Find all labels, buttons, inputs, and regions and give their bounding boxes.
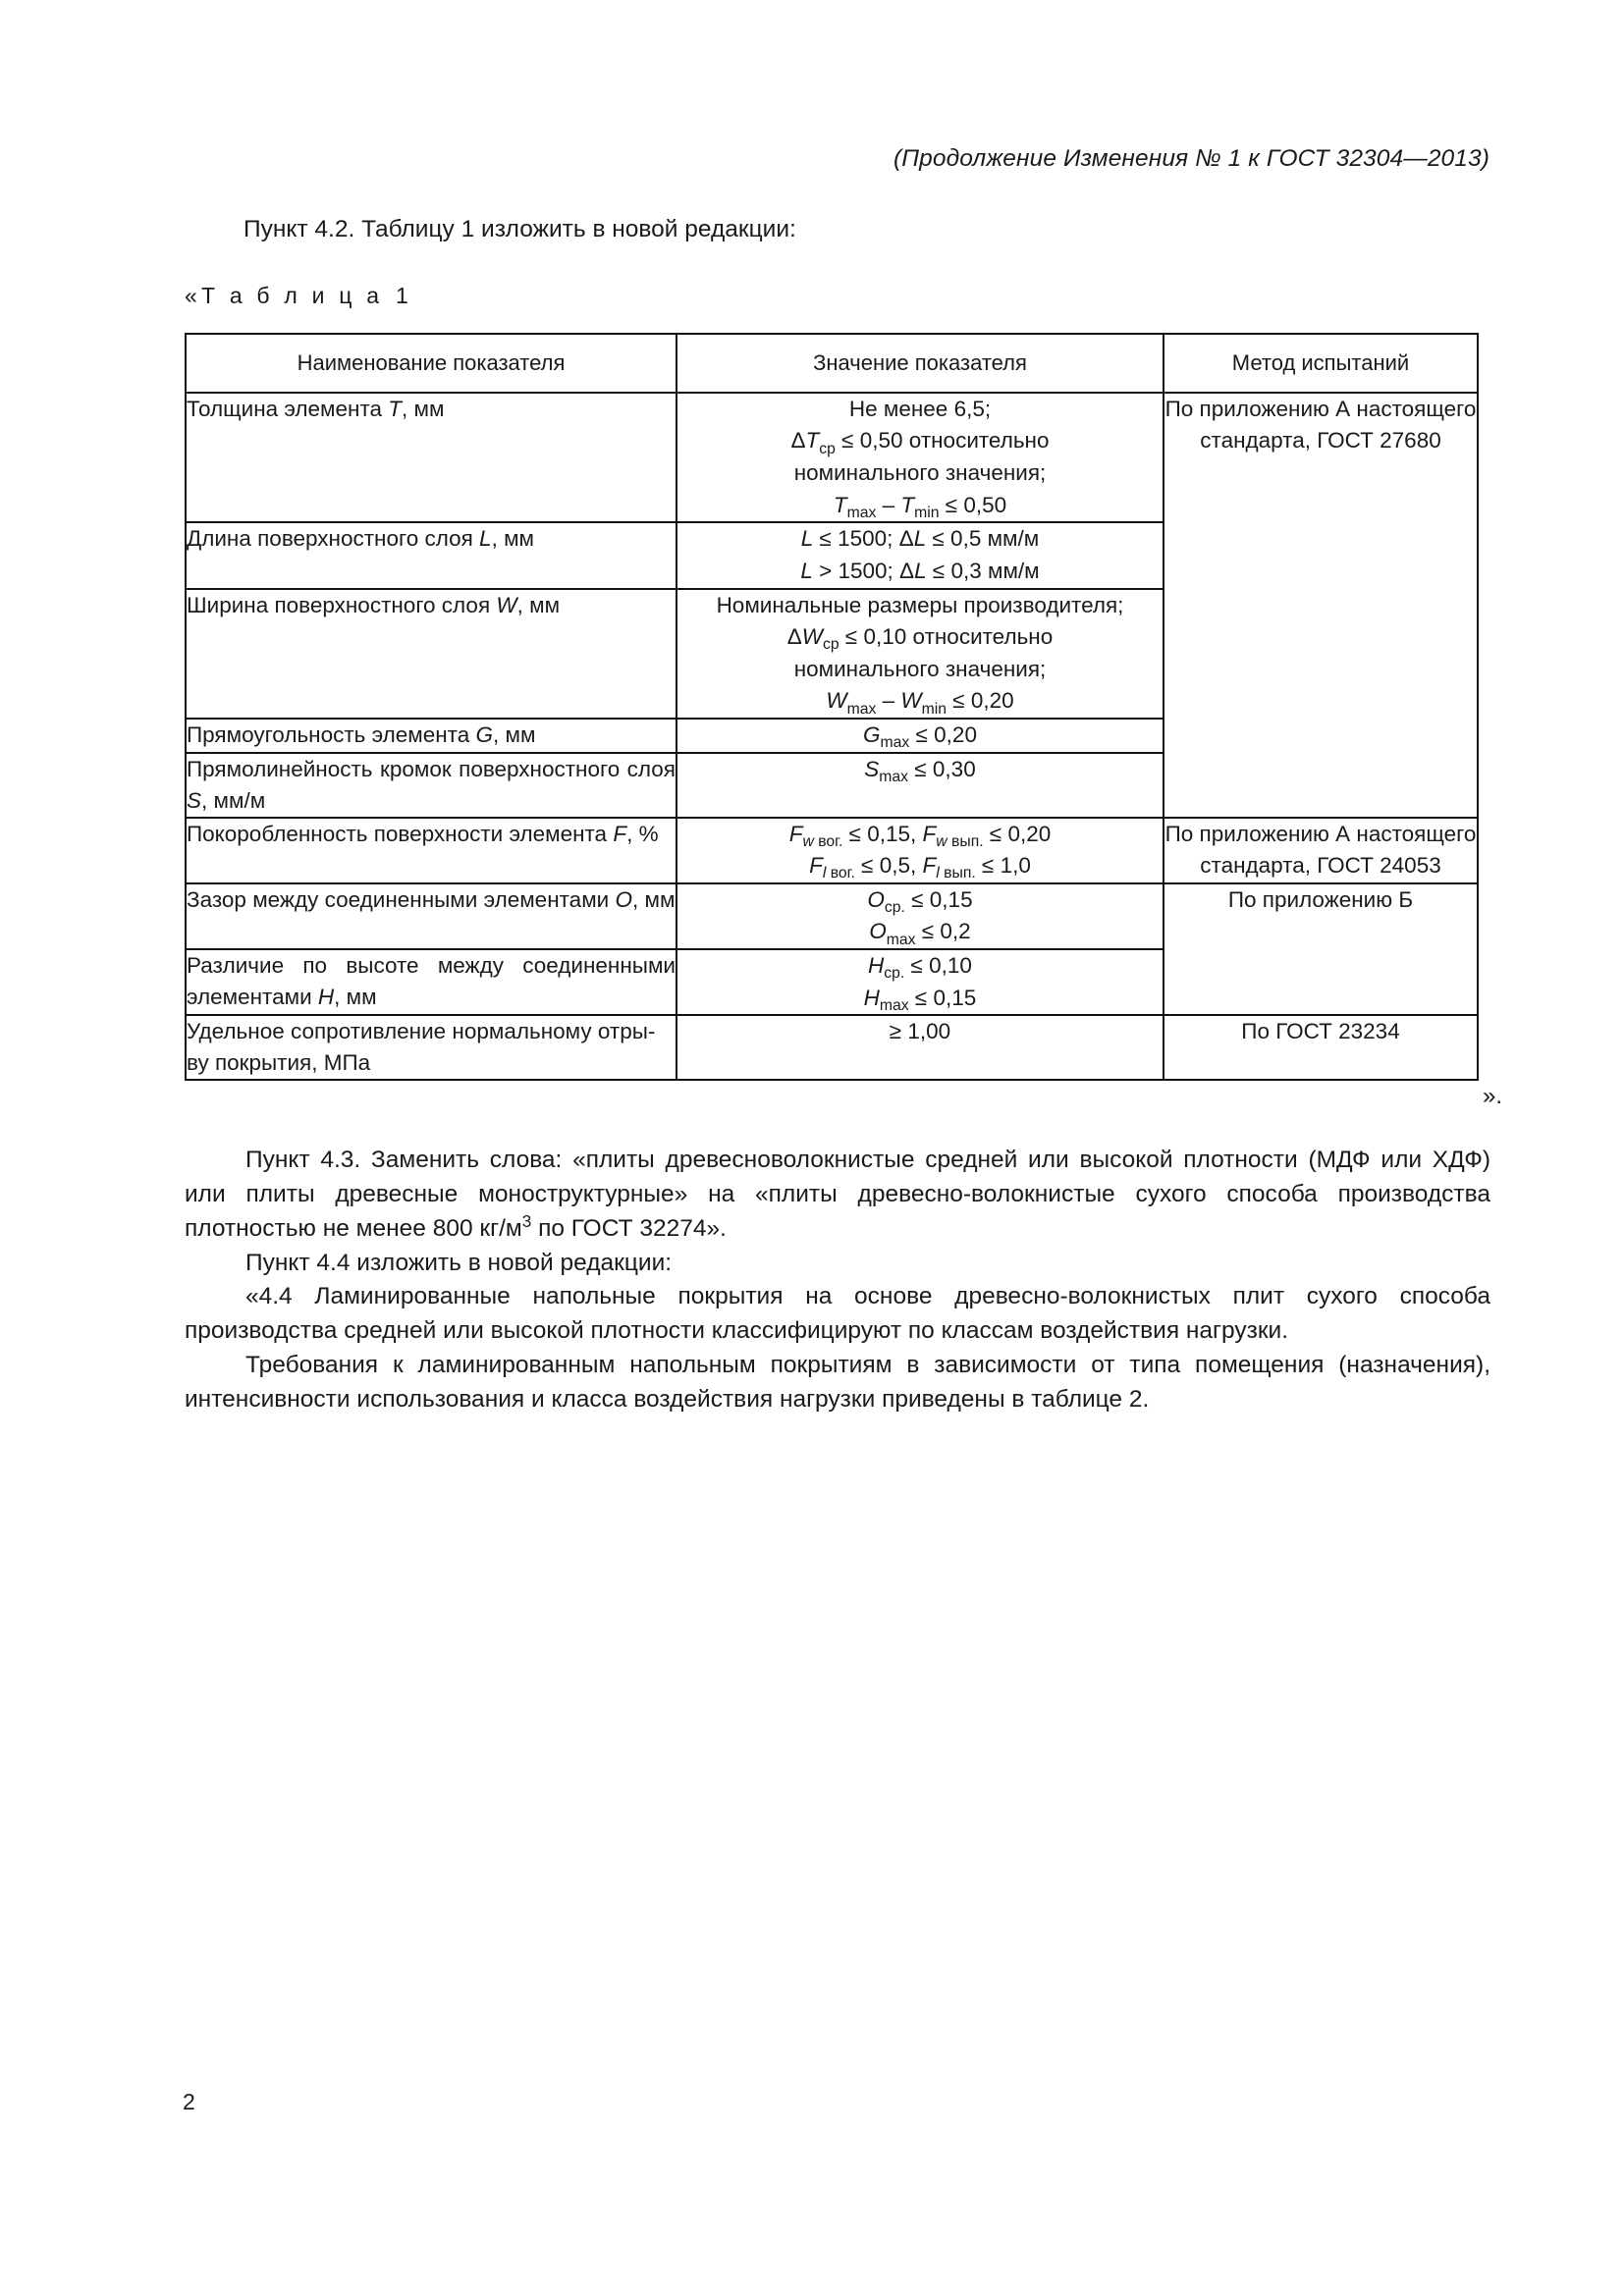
table-row <box>186 393 1478 523</box>
indicator-value-cell: $O_{ср.} \le 0,15$ $O_{max} \le 0,2$ <box>677 883 1164 949</box>
page-content <box>185 0 1502 1416</box>
running-header: (Продолжение Изменения № 1 к ГОСТ 32304—2013) <box>893 145 1489 172</box>
body-paragraph: Пункт 4.4 изложить в новой редакции: <box>245 1249 673 1276</box>
indicator-value-cell: Не менее 6,5; $\Delta T_{ср} \le 0,50$ относительно номинального значения; $T_{max} - T_{min} \le 0,50$ <box>677 393 1164 523</box>
test-method-cell: По приложению А настоящего стандарта, ГОСТ 24053 <box>1164 818 1478 883</box>
indicator-value-cell: Номинальные размеры производителя; $\Delta W_{ср} \le 0,10$ относительно номинального значения; $W_{max} - W_{min} \le 0,20$ <box>677 589 1164 720</box>
indicator-name-cell: Прямоугольность элемента G, мм <box>186 719 677 753</box>
column-header-name: Наименование показателя <box>186 334 677 393</box>
indicator-value-cell: $S_{max} \le 0,30$ <box>677 753 1164 818</box>
indicator-value-cell: $H_{ср.} \le 0,10$ $H_{max} \le 0,15$ <box>677 949 1164 1015</box>
body-paragraph: Требования к ламинированным напольным покрытиям в зависимости от типа помещения (назначения), интенсивности использования и класса воздействия нагрузки приведены в таблице 2. <box>185 1351 1490 1413</box>
requirements-table <box>185 333 1479 1081</box>
indicator-value-cell: $F_{w вог.} \le 0,15$, $F_{w вып.} \le 0,20$ $F_{l вог.} \le 0,5$, $F_{l вып.} \le 1,0$ <box>677 818 1164 883</box>
table-row <box>186 818 1478 883</box>
table-caption-number: 1 <box>395 282 408 308</box>
intro-paragraph: Пункт 4.2. Таблицу 1 изложить в новой редакции: <box>244 216 796 242</box>
body-paragraph: «4.4 Ламинированные напольные покрытия на основе древесно-волокнистых плит сухого способа производства средней или высокой плотности классифицируют по классам воздействия нагрузки. <box>185 1283 1490 1345</box>
column-header-method: Метод испытаний <box>1164 334 1478 393</box>
indicator-name-cell: Покоробленность поверхности элемента F, % <box>186 818 677 883</box>
indicator-name-cell: Ширина поверхностного слоя W, мм <box>186 589 677 720</box>
column-header-value: Значение показателя <box>677 334 1164 393</box>
table-closing-quote: ». <box>1482 1083 1502 1110</box>
test-method-cell: По приложению Б <box>1164 883 1478 1016</box>
test-method-cell: По ГОСТ 23234 <box>1164 1015 1478 1080</box>
indicator-name-cell: Зазор между соединенными элементами O, мм <box>186 883 677 949</box>
indicator-value-cell: L ≤ 1500; ΔL ≤ 0,5 мм/м L > 1500; ΔL ≤ 0,3 мм/м <box>677 522 1164 588</box>
indicator-name-cell: Толщина элемента T, мм <box>186 393 677 523</box>
indicator-name-cell: Различие по высоте между соединенными элементами H, мм <box>186 949 677 1015</box>
test-method-cell: По приложению А настоящего стандарта, ГОСТ 27680 <box>1164 393 1478 818</box>
indicator-name-cell: Длина поверхностного слоя L, мм <box>186 522 677 588</box>
table-header-row <box>186 334 1478 393</box>
page-number: 2 <box>183 2089 195 2114</box>
indicator-value-cell: ≥ 1,00 <box>677 1015 1164 1080</box>
table-caption <box>185 283 1490 309</box>
table-row <box>186 1015 1478 1080</box>
indicator-name-cell: Прямолинейность кромок поверхностного слоя S, мм/м <box>186 753 677 818</box>
table-row <box>186 883 1478 949</box>
table-body <box>186 393 1478 1080</box>
body-paragraph: Пункт 4.3. Заменить слова: «плиты древесноволокнистые средней или высокой плотности (МДФ или ХДФ) или плиты древесные моноструктурные» на «плиты древесно-волокнистые сухого способа производства плотностью не менее 800 $кг/м^3$ по ГОСТ 32274». <box>185 1147 1490 1242</box>
indicator-value-cell: $G_{max} \le 0,20$ <box>677 719 1164 753</box>
trailing-paragraphs <box>185 1144 1490 1416</box>
table-caption-label: «Т а б л и ц а <box>185 282 384 308</box>
indicator-name-cell: Удельное сопротивление нормальному отры- ву покрытия, МПа <box>186 1015 677 1080</box>
